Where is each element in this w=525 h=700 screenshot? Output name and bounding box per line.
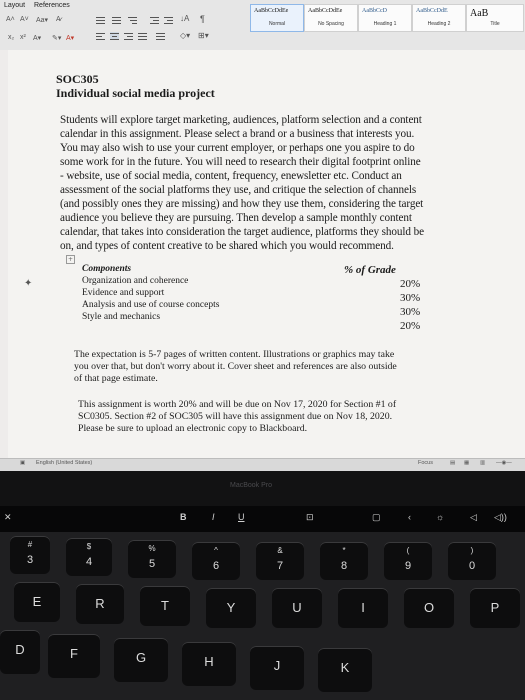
focus-mode-button[interactable]: Focus (418, 460, 433, 466)
language-indicator[interactable]: English (United States) (36, 460, 93, 466)
key-7[interactable]: & 7 (256, 542, 304, 580)
expectation-line: you over that, but don't worry about it. Cover sheet and references are also outside (74, 361, 397, 372)
shading-icon[interactable]: ◇▾ (180, 31, 191, 40)
grade-percent: 30% (400, 306, 421, 318)
style-heading-1[interactable]: AaBbCcD Heading 1 (358, 4, 412, 32)
expectation-line: The expectation is 5-7 pages of written content. Illustrations or graphics may take (74, 349, 395, 360)
align-right-icon[interactable] (124, 32, 133, 40)
proofing-icon[interactable]: ▣ (20, 460, 26, 466)
increase-indent-icon[interactable] (164, 16, 173, 24)
touchbar-mute-icon[interactable]: ◁ (470, 512, 477, 522)
paragraph-line: (and possibly ones they are missing) and how they use them, considering the target (60, 198, 424, 210)
expectation-line: of that page estimate. (74, 373, 158, 384)
due-line: Please be sure to upload an electronic copy to Blackboard. (78, 423, 308, 434)
key-5[interactable]: % 5 (128, 540, 176, 578)
key-e[interactable]: E (14, 582, 60, 622)
table-move-handle-icon[interactable]: + (67, 256, 74, 263)
key-d[interactable]: D (0, 630, 40, 674)
font-size-increase-icon[interactable]: A˄ (6, 16, 15, 23)
key-p[interactable]: P (470, 588, 520, 628)
touchbar-close-icon[interactable]: ✕ (4, 512, 12, 522)
style-normal[interactable]: AaBbCcDdEe Normal (250, 4, 304, 32)
paragraph-line: audience you believe they are pursuing. Then develop a sample monthly content (60, 212, 412, 224)
key-8[interactable]: * 8 (320, 542, 368, 580)
touchbar-style-icon[interactable]: ⊡ (306, 512, 314, 522)
touchbar-underline-icon[interactable]: U (238, 512, 245, 522)
line-spacing-icon[interactable] (156, 32, 165, 40)
justify-icon[interactable] (138, 32, 147, 40)
key-i[interactable]: I (338, 588, 388, 628)
decrease-indent-icon[interactable] (150, 16, 159, 24)
key-9[interactable]: ( 9 (384, 542, 432, 580)
grade-table-percent-header: % of Grade (344, 264, 396, 276)
zoom-slider[interactable]: —◉— (496, 460, 512, 466)
grade-component: Analysis and use of course concepts (82, 300, 220, 310)
grade-percent: 20% (400, 278, 421, 290)
clear-formatting-icon[interactable]: A̷ (56, 16, 61, 23)
key-k[interactable]: K (318, 648, 372, 692)
touchbar-brightness-icon[interactable]: ☼ (436, 512, 445, 522)
text-effects-icon[interactable]: A▾ (33, 35, 42, 42)
key-o[interactable]: O (404, 588, 454, 628)
touchbar-bold-icon[interactable]: B (180, 512, 187, 522)
keyboard (0, 532, 525, 700)
view-web-icon[interactable]: ▥ (480, 460, 486, 466)
numbering-icon[interactable] (112, 16, 121, 24)
key-y[interactable]: Y (206, 588, 256, 628)
highlight-icon[interactable]: ✎▾ (52, 35, 62, 42)
key-g[interactable]: G (114, 638, 168, 682)
change-case-icon[interactable]: Aa▾ (36, 17, 49, 24)
multilevel-list-icon[interactable] (128, 16, 137, 24)
style-heading-2[interactable]: AaBbCcDdE Heading 2 (412, 4, 466, 32)
paragraph-line: Students will explore target marketing, audiences, platform selection and a content (60, 114, 422, 126)
paragraph-line: calendar, that takes into consideration the target audience, platforms they should be (60, 226, 424, 238)
style-title[interactable]: AaB Title (466, 4, 524, 32)
paragraph-line: assessment of the social platforms they use, and critique the selection of channels (60, 184, 417, 196)
document-page[interactable] (8, 50, 525, 460)
key-u[interactable]: U (272, 588, 322, 628)
due-line: SC0305. Section #2 of SOC305 will have this assignment due on Nov 18, 2020. (78, 411, 393, 422)
view-read-icon[interactable]: ▤ (450, 460, 456, 466)
touchbar-italic-icon[interactable]: I (212, 512, 215, 522)
paragraph-line: on, and types of content creative to be shared which you would recommend. (60, 240, 394, 252)
font-color-icon[interactable]: A▾ (66, 35, 75, 42)
due-line: This assignment is worth 20% and will be due on Nov 17, 2020 for Section #1 of (78, 399, 397, 410)
touch-bar (0, 506, 525, 532)
key-4[interactable]: $ 4 (66, 538, 112, 576)
laptop-bezel (0, 471, 525, 506)
document-title: Individual social media project (56, 86, 215, 100)
borders-icon[interactable]: ⊞▾ (198, 31, 209, 40)
tab-references[interactable]: References (34, 2, 70, 9)
ribbon-toolbar (0, 0, 525, 51)
key-h[interactable]: H (182, 642, 236, 686)
touchbar-chevron-left-icon[interactable]: ‹ (408, 512, 411, 522)
align-center-icon[interactable] (110, 32, 119, 40)
pilcrow-icon[interactable]: ¶ (200, 14, 205, 24)
grade-table-component-header: Components (82, 264, 132, 274)
grade-component: Style and mechanics (82, 312, 161, 322)
key-f[interactable]: F (48, 634, 100, 678)
tab-layout[interactable]: Layout (4, 2, 26, 9)
status-bar (0, 458, 525, 471)
align-left-icon[interactable] (96, 32, 105, 40)
touchbar-view-icon[interactable]: ▢ (372, 512, 381, 522)
grade-component: Evidence and support (82, 288, 165, 298)
grade-component: Organization and coherence (82, 276, 189, 286)
key-j[interactable]: J (250, 646, 304, 690)
paragraph-line: calendar in this assignment. Please select a brand or a business that interests you. (60, 128, 415, 140)
paragraph-line: - website, use of social media, content, frequency, enewsletter etc. Conduct an (60, 170, 402, 182)
grade-percent: 20% (400, 320, 421, 332)
style-no-spacing[interactable]: AaBbCcDdEe No Spacing (304, 4, 358, 32)
key-r[interactable]: R (76, 584, 124, 624)
view-print-icon[interactable]: ▦ (464, 460, 470, 466)
course-code: SOC305 (56, 72, 99, 86)
key-t[interactable]: T (140, 586, 190, 626)
key-0[interactable]: ) 0 (448, 542, 496, 580)
touchbar-volume-icon[interactable]: ◁)) (494, 512, 507, 522)
superscript-icon[interactable]: x² (20, 34, 26, 41)
paragraph-line: You may also wish to use your current employer, or perhaps one you aspire to do (60, 142, 415, 154)
key-6[interactable]: ^ 6 (192, 542, 240, 580)
grade-percent: 30% (400, 292, 421, 304)
paragraph-line: some work for in the future. You will need to research their digital footprint online (60, 156, 421, 168)
cursor-marker-icon: ✦ (24, 278, 33, 289)
document-area[interactable] (0, 50, 525, 460)
sort-icon[interactable]: ↓A (180, 14, 190, 23)
font-size-decrease-icon[interactable]: A˅ (20, 16, 29, 23)
key-3[interactable]: # 3 (10, 536, 50, 574)
subscript-icon[interactable]: x₂ (8, 34, 15, 41)
laptop-brand-label: MacBook Pro (230, 482, 273, 489)
bullets-icon[interactable] (96, 16, 105, 24)
